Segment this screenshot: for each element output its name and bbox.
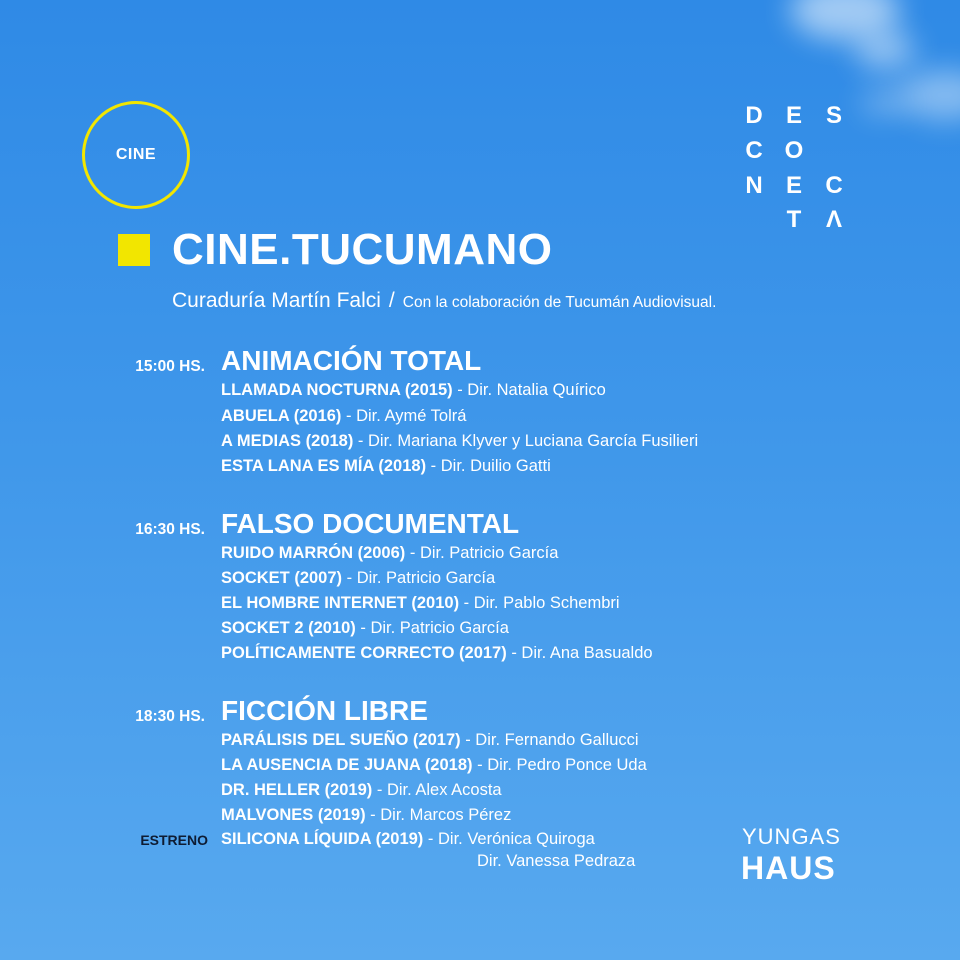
logo-letter: C [745,137,763,164]
film-director: Dir. Fernando Gallucci [475,731,639,749]
film-title: ABUELA (2016) [221,407,342,425]
block-time: 16:30 HS. [135,521,205,538]
logo-letter: O [784,137,804,164]
film-item [221,620,509,637]
block-time: 18:30 HS. [135,708,205,725]
logo-letter: Λ [825,206,842,233]
film-director: Dir. Aymé Tolrá [356,407,467,425]
film-separator: - [353,432,369,450]
premiere-badge: ESTRENO [140,832,208,848]
film-director: Dir. Patricio García [419,544,559,562]
sponsor-logo-top: YUNGAS [742,824,841,849]
film-item [221,382,606,399]
film-separator: - [423,830,438,848]
film-separator: - [506,644,522,662]
film-director: Dir. Patricio García [370,619,509,637]
logo-letter: T [786,206,802,233]
film-item [221,645,653,662]
film-separator: - [355,619,371,637]
collaboration-credit: Con la colaboración de Tucumán Audiovisual. [402,294,717,311]
film-title: ESTA LANA ES MÍA (2018) [221,457,427,475]
logo-letter: C [825,172,843,199]
category-badge-label: CINE [115,146,157,163]
film-item [221,545,558,562]
film-director: Dir. Marcos Pérez [380,806,512,824]
cloud-decoration [860,90,910,115]
logo-letter: E [785,172,802,199]
film-director: Dir. Natalia Quírico [467,381,606,399]
film-item [221,782,502,799]
film-title: RUIDO MARRÓN (2006) [221,544,406,562]
subtitle-separator: / [388,289,395,312]
page-title: CINE.TUCUMANO [172,225,553,274]
film-separator: - [342,569,357,587]
film-title: LLAMADA NOCTURNA (2015) [221,381,453,399]
film-title: PARÁLISIS DEL SUEÑO (2017) [221,731,461,749]
film-item [221,807,511,824]
film-separator: - [341,407,357,425]
film-separator: - [365,806,381,824]
film-title: SILICONA LÍQUIDA (2019) [221,830,424,848]
logo-letter: E [785,102,802,129]
film-item [221,570,495,587]
film-director: Dir. Pedro Ponce Uda [487,756,647,774]
film-title: A MEDIAS (2018) [221,432,354,450]
film-item [221,732,639,749]
film-title: LA AUSENCIA DE JUANA (2018) [221,756,473,774]
film-director: Dir. Mariana Klyver y Luciana García Fusilieri [368,432,699,450]
film-item [221,433,698,450]
film-separator: - [452,381,468,399]
film-separator: - [372,781,387,799]
logo-letter: N [745,172,763,199]
film-separator: - [459,594,474,612]
subtitle [172,289,716,313]
film-title: POLÍTICAMENTE CORRECTO (2017) [221,644,507,662]
logo-letter: S [825,102,842,129]
block-title: FICCIÓN LIBRE [221,695,428,726]
film-item [221,831,595,848]
sponsor-logo-bottom: HAUS [741,850,836,886]
film-director: Dir. Duilio Gatti [440,457,551,475]
curator-credit: Curaduría Martín Falci [172,289,381,312]
film-separator: - [472,756,488,774]
film-item [221,458,551,475]
block-time: 15:00 HS. [135,358,205,375]
film-director: Dir. Ana Basualdo [521,644,653,662]
film-director: Dir. Alex Acosta [386,781,502,799]
film-separator: - [426,457,441,475]
film-director: Dir. Pablo Schembri [473,594,620,612]
block-title: ANIMACIÓN TOTAL [221,345,482,376]
film-item [221,595,620,612]
film-separator: - [460,731,476,749]
cloud-decoration [900,70,960,120]
film-title: DR. HELLER (2019) [221,781,373,799]
film-separator: - [405,544,420,562]
film-title: MALVONES (2019) [221,806,366,824]
film-item [221,757,647,774]
yellow-square-marker [118,234,150,266]
film-director: Dir. Verónica Quiroga [437,830,595,848]
film-director-secondary: Dir. Vanessa Pedraza [477,852,636,870]
film-item [221,408,466,425]
category-badge [82,101,190,209]
film-title: SOCKET 2 (2010) [221,619,356,637]
title-row [118,225,553,274]
cloud-decoration [855,30,915,70]
film-title: SOCKET (2007) [221,569,343,587]
film-title: EL HOMBRE INTERNET (2010) [221,594,460,612]
film-director: Dir. Patricio García [356,569,496,587]
logo-letter: D [745,102,763,129]
block-title: FALSO DOCUMENTAL [221,508,520,539]
